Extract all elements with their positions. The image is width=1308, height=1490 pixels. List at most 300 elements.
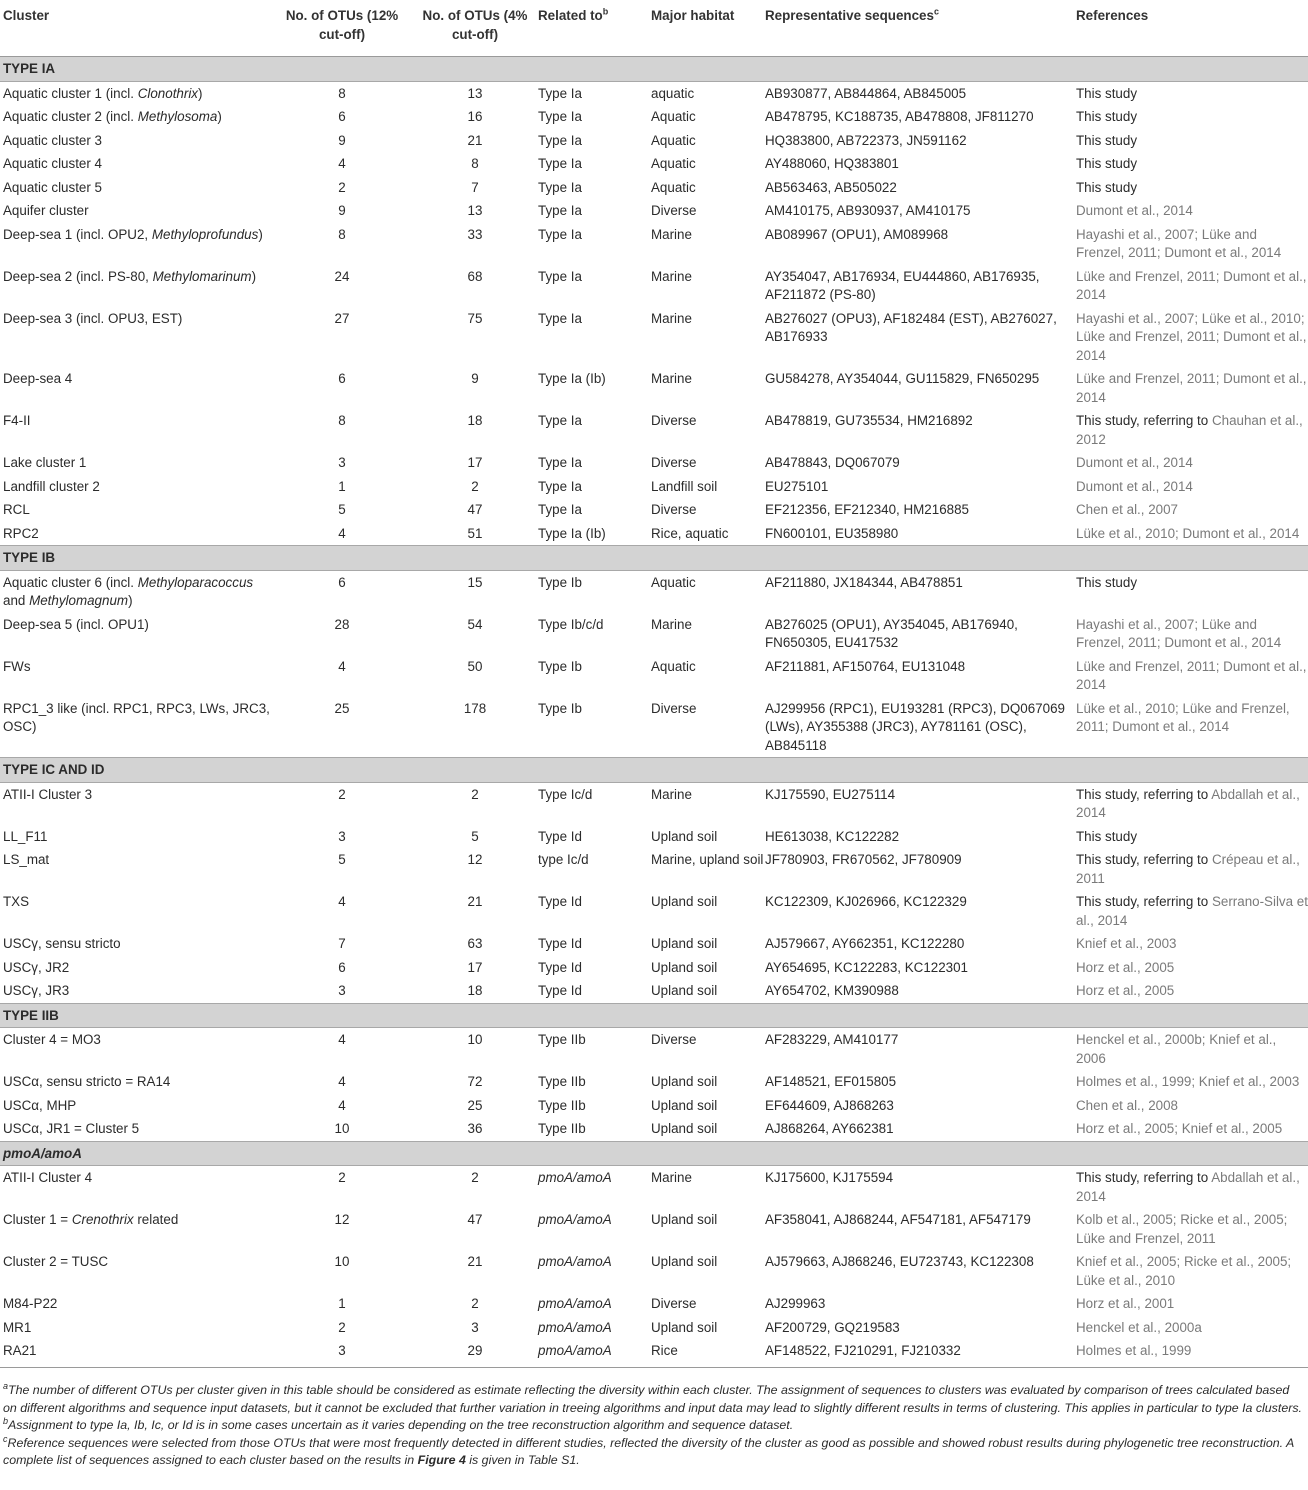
cell-otus-4: 33	[467, 226, 483, 242]
reference-text-segment: Dumont et al., 2014	[1076, 455, 1193, 470]
cell-related: pmoA/amoA	[538, 1339, 651, 1367]
cell-related: type Ic/d	[538, 852, 589, 867]
cell-sequences: AB089967 (OPU1), AM089968	[765, 226, 949, 242]
cell-related: Type IIb	[538, 1097, 586, 1113]
cell-cluster	[0, 825, 272, 849]
cell-cluster	[0, 409, 272, 451]
reference-text-segment: Chen et al., 2007	[1076, 502, 1178, 517]
cell-habitat: Diverse	[651, 455, 697, 470]
cell-related: Type Ia	[538, 502, 582, 517]
otu-cluster-table	[0, 3, 1308, 1368]
cell-otus-12: 2	[338, 1319, 346, 1335]
table-row	[0, 367, 1308, 409]
cell-references	[1076, 522, 1308, 546]
header-habitat: Major habitat	[651, 3, 765, 57]
reference-text-segment: Holmes et al., 1999	[1076, 1343, 1192, 1358]
cell-related: Type Ic/d	[538, 786, 593, 802]
table-row	[0, 979, 1308, 1003]
cluster-text-segment: Aquatic cluster 1 (incl.	[3, 85, 138, 101]
cluster-text-segment: related	[133, 1212, 179, 1227]
cluster-text-segment: Methylosoma	[137, 109, 218, 124]
cell-otus-4: 36	[467, 1121, 483, 1136]
cell-habitat: Marine	[651, 616, 692, 632]
cell-references	[1076, 655, 1308, 697]
reference-text-segment: Crépeau et al., 2011	[1076, 852, 1300, 886]
cluster-text-segment: LL_F11	[3, 828, 48, 844]
cell-otus-12: 9	[338, 203, 346, 218]
cluster-text-segment: LS_mat	[3, 852, 50, 867]
cell-sequences: AB563463, AB505022	[765, 179, 897, 195]
cell-cluster	[0, 1208, 272, 1250]
cluster-text-segment: Aquifer cluster	[3, 203, 89, 218]
cell-habitat: Upland soil	[651, 1097, 718, 1113]
table-row	[0, 1339, 1308, 1367]
cell-sequences: AB930877, AB844864, AB845005	[765, 85, 967, 101]
cell-cluster	[0, 979, 272, 1003]
section-header-row	[0, 1141, 1308, 1166]
table-row	[0, 199, 1308, 223]
table-row	[0, 1094, 1308, 1118]
cell-related: Type Id	[538, 936, 582, 951]
cell-otus-4: 54	[467, 616, 483, 632]
reference-text-segment: This study	[1076, 109, 1138, 124]
cell-cluster	[0, 1316, 272, 1340]
reference-text-segment: Hayashi et al., 2007; Lüke et al., 2010; Lüke and Frenzel, 2011; Dumont et al., 2014	[1076, 310, 1307, 363]
table-row	[0, 570, 1308, 613]
cell-related: Type Ib	[538, 700, 582, 716]
cell-references	[1076, 932, 1308, 956]
cell-otus-4: 15	[467, 574, 483, 590]
cluster-text-segment: RPC2	[3, 525, 39, 541]
cell-sequences: KJ175590, EU275114	[765, 786, 896, 802]
cluster-text-segment: Aquatic cluster 4	[3, 156, 102, 171]
cell-habitat: Upland soil	[651, 1319, 718, 1335]
cell-habitat: Landfill soil	[651, 478, 718, 494]
cell-otus-12: 6	[338, 371, 346, 386]
reference-text-segment: This study	[1076, 85, 1138, 101]
table-row	[0, 265, 1308, 307]
table-row	[0, 1028, 1308, 1071]
cell-habitat: Upland soil	[651, 828, 718, 844]
cluster-text-segment: Aquatic cluster 5	[3, 179, 102, 195]
cell-references	[1076, 451, 1308, 475]
cell-otus-12: 3	[338, 455, 346, 470]
table-row	[0, 956, 1308, 980]
cell-related: Type Ia	[538, 109, 582, 124]
cell-related: Type Ia	[538, 179, 582, 195]
cell-habitat: Aquatic	[651, 132, 696, 148]
cell-sequences: AB276025 (OPU1), AY354045, AB176940, FN650305, EU417532	[765, 616, 1018, 650]
cell-habitat: Upland soil	[651, 959, 718, 975]
table-row	[0, 697, 1308, 758]
cell-sequences: AJ868264, AY662381	[765, 1121, 894, 1136]
cell-sequences: EF644609, AJ868263	[765, 1097, 894, 1113]
cluster-text-segment: Deep-sea 1 (incl. OPU2,	[3, 226, 152, 242]
cell-sequences: AF211881, AF150764, EU131048	[765, 658, 966, 674]
cluster-text-segment: USCα, sensu stricto = RA14	[3, 1074, 171, 1089]
cell-cluster	[0, 1339, 272, 1367]
reference-text-segment: Holmes et al., 1999; Knief et al., 2003	[1076, 1074, 1300, 1089]
reference-text-segment: Hayashi et al., 2007; Lüke and Frenzel, 2011; Dumont et al., 2014	[1076, 226, 1282, 260]
cell-references	[1076, 129, 1308, 153]
cell-references	[1076, 1250, 1308, 1292]
cell-otus-4: 68	[467, 268, 483, 284]
cell-otus-4: 9	[471, 371, 479, 386]
cell-related: pmoA/amoA	[538, 1212, 612, 1227]
cell-sequences: GU584278, AY354044, GU115829, FN650295	[765, 371, 1040, 386]
cell-references	[1076, 176, 1308, 200]
cell-otus-12: 8	[338, 413, 346, 428]
cell-otus-12: 10	[334, 1254, 350, 1269]
cell-sequences: EF212356, EF212340, HM216885	[765, 502, 969, 517]
cell-otus-12: 24	[334, 268, 350, 284]
cell-references	[1076, 570, 1308, 613]
cell-sequences: AF148522, FJ210291, FJ210332	[765, 1339, 1076, 1367]
cell-otus-4: 63	[467, 936, 483, 951]
cell-otus-12: 4	[338, 156, 346, 171]
cell-otus-4: 17	[467, 959, 483, 975]
cluster-text-segment: Deep-sea 3 (incl. OPU3, EST)	[3, 310, 183, 326]
cell-sequences: AF358041, AJ868244, AF547181, AF547179	[765, 1212, 1031, 1227]
cell-habitat: Aquatic	[651, 109, 696, 124]
table-row	[0, 1070, 1308, 1094]
cell-related: Type Id	[538, 828, 582, 844]
cell-otus-4: 25	[467, 1097, 483, 1113]
cell-otus-12: 4	[338, 1074, 346, 1089]
cluster-text-segment: USCγ, JR3	[3, 983, 70, 998]
cell-related: Type IIb	[538, 1121, 586, 1136]
cell-references	[1076, 1292, 1308, 1316]
cell-otus-12: 5	[338, 502, 346, 517]
cluster-text-segment: )	[258, 226, 263, 242]
cell-otus-4: 13	[467, 203, 483, 218]
cell-cluster	[0, 848, 272, 890]
cell-otus-12: 6	[338, 574, 346, 590]
reference-text-segment: Horz et al., 2005	[1076, 983, 1175, 998]
cell-related: Type IIb	[538, 1074, 586, 1089]
cell-related: Type Ia	[538, 132, 582, 148]
cell-cluster	[0, 782, 272, 825]
reference-text-segment: Knief et al., 2005; Ricke et al., 2005; Lüke et al., 2010	[1076, 1254, 1292, 1288]
cluster-text-segment: )	[251, 268, 257, 284]
cell-cluster	[0, 655, 272, 697]
section-header-row	[0, 57, 1308, 82]
cell-sequences: KC122309, KJ026966, KC122329	[765, 894, 967, 909]
header-related: Related $to^b$	[538, 3, 651, 57]
cluster-text-segment: Deep-sea 2 (incl. PS-80,	[3, 268, 153, 284]
cell-habitat: Aquatic	[651, 156, 696, 171]
cell-sequences: KJ175600, KJ175594	[765, 1170, 894, 1185]
cell-habitat: Marine	[651, 371, 692, 386]
header-cluster: Cluster	[0, 3, 272, 57]
cell-cluster	[0, 570, 272, 613]
cell-habitat: Upland soil	[651, 936, 718, 951]
table-row	[0, 848, 1308, 890]
table-row	[0, 890, 1308, 932]
reference-text-segment: This study, referring to	[1076, 413, 1212, 428]
cell-cluster	[0, 697, 272, 758]
cluster-text-segment: USCγ, sensu stricto	[3, 936, 121, 951]
cell-references	[1076, 152, 1308, 176]
cell-references	[1076, 1117, 1308, 1141]
cell-cluster	[0, 1094, 272, 1118]
cell-habitat: Rice	[651, 1339, 765, 1367]
cell-otus-4: 16	[467, 109, 483, 124]
cell-otus-12: 10	[334, 1121, 350, 1136]
cell-references	[1076, 956, 1308, 980]
cluster-text-segment: Clonothrix	[137, 85, 199, 101]
reference-text-segment: Lüke and Frenzel, 2011; Dumont et al., 2014	[1076, 658, 1307, 692]
cell-otus-12: 4	[338, 658, 346, 674]
cluster-text-segment: USCα, JR1 = Cluster 5	[3, 1121, 140, 1136]
cell-cluster	[0, 956, 272, 980]
cell-sequences: AJ299963	[765, 1296, 826, 1311]
cell-cluster	[0, 522, 272, 546]
cell-otus-4: 21	[467, 132, 483, 148]
cell-habitat: Diverse	[651, 1296, 697, 1311]
cell-references	[1076, 223, 1308, 265]
cell-cluster	[0, 129, 272, 153]
reference-text-segment: Henckel et al., 2000b; Knief et al., 2006	[1076, 1032, 1277, 1066]
cell-otus-4: 7	[471, 179, 479, 195]
reference-text-segment: This study	[1076, 156, 1138, 171]
cell-otus-12: 5	[338, 852, 346, 867]
reference-text-segment: Horz et al., 2005; Knief et al., 2005	[1076, 1121, 1283, 1136]
cell-related: Type Ib/c/d	[538, 616, 604, 632]
cell-sequences: JF780903, FR670562, JF780909	[765, 852, 962, 867]
cell-references	[1076, 848, 1308, 890]
table-row	[0, 782, 1308, 825]
cell-sequences: HE613038, KC122282	[765, 828, 900, 844]
cell-sequences: AB478819, GU735534, HM216892	[765, 413, 973, 428]
cell-habitat: Diverse	[651, 700, 697, 716]
cell-references	[1076, 367, 1308, 409]
cluster-text-segment: RCL	[3, 502, 30, 517]
table-row	[0, 1250, 1308, 1292]
cell-references	[1076, 105, 1308, 129]
cluster-text-segment: Cluster 4 = MO3	[3, 1032, 101, 1047]
reference-text-segment: Serrano-Silva et al., 2014	[1076, 894, 1308, 928]
cell-related: Type Ia	[538, 203, 582, 218]
section-header-row	[0, 546, 1308, 571]
table-row	[0, 176, 1308, 200]
cell-otus-4: 18	[467, 983, 483, 998]
cluster-text-segment: RPC1_3 like (incl. RPC1, RPC3, LWs, JRC3, OSC)	[3, 700, 270, 734]
table-row	[0, 409, 1308, 451]
header-otus-4: No. of OTUs (4% cut-off)	[412, 3, 538, 57]
table-row	[0, 223, 1308, 265]
table-row	[0, 475, 1308, 499]
cell-related: Type Ia	[538, 268, 582, 284]
cell-related: Type Ia	[538, 455, 582, 470]
cluster-text-segment: FWs	[3, 658, 31, 674]
cell-related: pmoA/amoA	[538, 1296, 612, 1311]
cell-otus-4: 10	[467, 1032, 483, 1047]
header-references: References	[1076, 3, 1308, 57]
cell-references	[1076, 613, 1308, 655]
cell-otus-12: 12	[334, 1212, 350, 1227]
cell-otus-12: 7	[338, 936, 346, 951]
cell-otus-12: 28	[334, 616, 350, 632]
reference-text-segment: Horz et al., 2005	[1076, 959, 1175, 975]
reference-text-segment: Hayashi et al., 2007; Lüke and Frenzel, 2011; Dumont et al., 2014	[1076, 616, 1282, 650]
cell-otus-12: 6	[338, 109, 346, 124]
cell-cluster	[0, 1292, 272, 1316]
cluster-text-segment: and	[3, 593, 30, 608]
cell-otus-4: 50	[467, 658, 483, 674]
cell-habitat: Rice, aquatic	[651, 525, 729, 541]
cell-habitat: Diverse	[651, 1032, 697, 1047]
cell-habitat: Upland soil	[651, 983, 718, 998]
cell-otus-4: 3	[471, 1319, 479, 1335]
cell-habitat: Upland soil	[651, 1074, 718, 1089]
table-row	[0, 1292, 1308, 1316]
cell-habitat: Aquatic	[651, 574, 696, 590]
cell-otus-12: 1	[338, 1296, 346, 1311]
cell-references	[1076, 1339, 1308, 1367]
reference-text-segment: Kolb et al., 2005; Ricke et al., 2005; Lüke and Frenzel, 2011	[1076, 1212, 1288, 1246]
cell-related: Type IIb	[538, 1032, 586, 1047]
table-header	[0, 3, 1308, 57]
footnote-b: $^b$Assignment to type Ia, Ib, Ic, or Id is in some cases uncertain as it varies depending on the tree reconstruction algorithm and sequence dataset.	[3, 1415, 794, 1432]
cell-otus-12: 8	[338, 226, 346, 242]
cluster-text-segment: Aquatic cluster 6 (incl.	[3, 574, 138, 590]
cell-references	[1076, 1028, 1308, 1071]
cell-otus-4: 75	[467, 310, 483, 326]
cell-related: Type Ib	[538, 574, 582, 590]
reference-text-segment: Lüke et al., 2010; Lüke and Frenzel, 2011; Dumont et al., 2014	[1076, 700, 1290, 734]
cluster-text-segment: Aquatic cluster 2 (incl.	[3, 109, 138, 124]
cluster-text-segment: Methyloprofundus	[151, 226, 259, 242]
cell-references	[1076, 1094, 1308, 1118]
table-body	[0, 57, 1308, 1368]
table-row	[0, 307, 1308, 368]
cell-otus-4: 21	[467, 1254, 483, 1269]
cell-sequences: AF211880, JX184344, AB478851	[765, 574, 963, 590]
cell-otus-4: 21	[467, 894, 483, 909]
cell-otus-4: 51	[467, 525, 483, 541]
cluster-text-segment: RA21	[3, 1343, 37, 1358]
reference-text-segment: Abdallah et al., 2014	[1076, 1170, 1300, 1204]
table-row	[0, 105, 1308, 129]
cell-otus-12: 4	[338, 894, 346, 909]
cell-otus-12: 27	[334, 310, 350, 326]
cell-references	[1076, 81, 1308, 105]
reference-text-segment: This study	[1076, 828, 1138, 844]
reference-text-segment: Lüke and Frenzel, 2011; Dumont et al., 2014	[1076, 371, 1307, 405]
cluster-text-segment: ATII-I Cluster 3	[3, 786, 93, 802]
cluster-text-segment: )	[128, 593, 133, 608]
section-header-row	[0, 1003, 1308, 1028]
cell-otus-12: 25	[334, 700, 350, 716]
cell-otus-4: 17	[467, 455, 483, 470]
cell-sequences: FN600101, EU358980	[765, 525, 899, 541]
cell-habitat: Upland soil	[651, 1254, 718, 1269]
cell-otus-12: 3	[272, 1339, 412, 1367]
cluster-text-segment: Crenothrix	[71, 1212, 134, 1227]
cell-otus-4: 2	[471, 1170, 479, 1185]
cell-cluster	[0, 1117, 272, 1141]
cluster-text-segment: Deep-sea 5 (incl. OPU1)	[3, 616, 149, 632]
cluster-text-segment: Aquatic cluster 3	[3, 132, 102, 148]
cell-sequences: AB478795, KC188735, AB478808, JF811270	[765, 109, 1034, 124]
cell-related: Type Ib	[538, 658, 582, 674]
reference-text-segment: Lüke and Frenzel, 2011; Dumont et al., 2014	[1076, 268, 1307, 302]
reference-text-segment: This study	[1076, 179, 1138, 195]
cell-related: pmoA/amoA	[538, 1170, 612, 1185]
table-row	[0, 1117, 1308, 1141]
cell-otus-12: 4	[338, 1097, 346, 1113]
table-row	[0, 1166, 1308, 1209]
cell-habitat: Diverse	[651, 502, 697, 517]
cell-cluster	[0, 932, 272, 956]
table-row	[0, 932, 1308, 956]
cell-references	[1076, 782, 1308, 825]
section-title: TYPE IC AND ID	[0, 758, 1308, 783]
cell-habitat: Marine	[651, 310, 692, 326]
cell-references	[1076, 409, 1308, 451]
table-row	[0, 498, 1308, 522]
cell-habitat: Marine	[651, 268, 692, 284]
cluster-text-segment: M84-P22	[3, 1296, 58, 1311]
cell-otus-4: 2	[471, 786, 479, 802]
cell-cluster	[0, 1028, 272, 1071]
cluster-text-segment: Deep-sea 4	[3, 371, 73, 386]
cluster-text-segment: ATII-I Cluster 4	[3, 1170, 93, 1185]
section-header-row	[0, 758, 1308, 783]
cell-cluster	[0, 307, 272, 368]
cell-habitat: Marine	[651, 786, 692, 802]
cell-related: Type Id	[538, 894, 582, 909]
table-row	[0, 129, 1308, 153]
cell-related: Type Ia	[538, 226, 582, 242]
table-row	[0, 81, 1308, 105]
cell-cluster	[0, 475, 272, 499]
table-row	[0, 1316, 1308, 1340]
cell-sequences: AJ579667, AY662351, KC122280	[765, 936, 965, 951]
table-row	[0, 451, 1308, 475]
cluster-text-segment: USCα, MHP	[3, 1097, 77, 1113]
cell-references	[1076, 1208, 1308, 1250]
cluster-text-segment: Methylomarinum	[152, 268, 252, 284]
cell-otus-4: 5	[471, 828, 479, 844]
section-title: TYPE IA	[0, 57, 1308, 82]
header-sequences: Representative sequences$^c$	[765, 3, 1076, 57]
cell-sequences: AF283229, AM410177	[765, 1032, 899, 1047]
cluster-text-segment: MR1	[3, 1319, 32, 1335]
cell-habitat: Marine	[651, 226, 692, 242]
cluster-text-segment: )	[217, 109, 222, 124]
cell-cluster	[0, 152, 272, 176]
cell-cluster	[0, 451, 272, 475]
cell-related: Type Id	[538, 983, 582, 998]
table-row	[0, 152, 1308, 176]
cell-sequences: AM410175, AB930937, AM410175	[765, 203, 971, 218]
reference-text-segment: Abdallah et al., 2014	[1076, 786, 1300, 820]
table-row	[0, 613, 1308, 655]
cell-related: Type Ia (Ib)	[538, 525, 606, 541]
reference-text-segment: Dumont et al., 2014	[1076, 203, 1193, 218]
cell-otus-12: 8	[338, 85, 346, 101]
cell-habitat: Upland soil	[651, 1121, 718, 1136]
cell-otus-4: 178	[463, 700, 487, 716]
section-title: pmoA/amoA	[0, 1141, 1308, 1166]
cell-sequences: AY654695, KC122283, KC122301	[765, 959, 969, 975]
cell-otus-4: 29	[412, 1339, 538, 1367]
cell-references	[1076, 199, 1308, 223]
reference-text-segment: This study	[1076, 574, 1138, 590]
cell-otus-4: 2	[471, 478, 479, 494]
